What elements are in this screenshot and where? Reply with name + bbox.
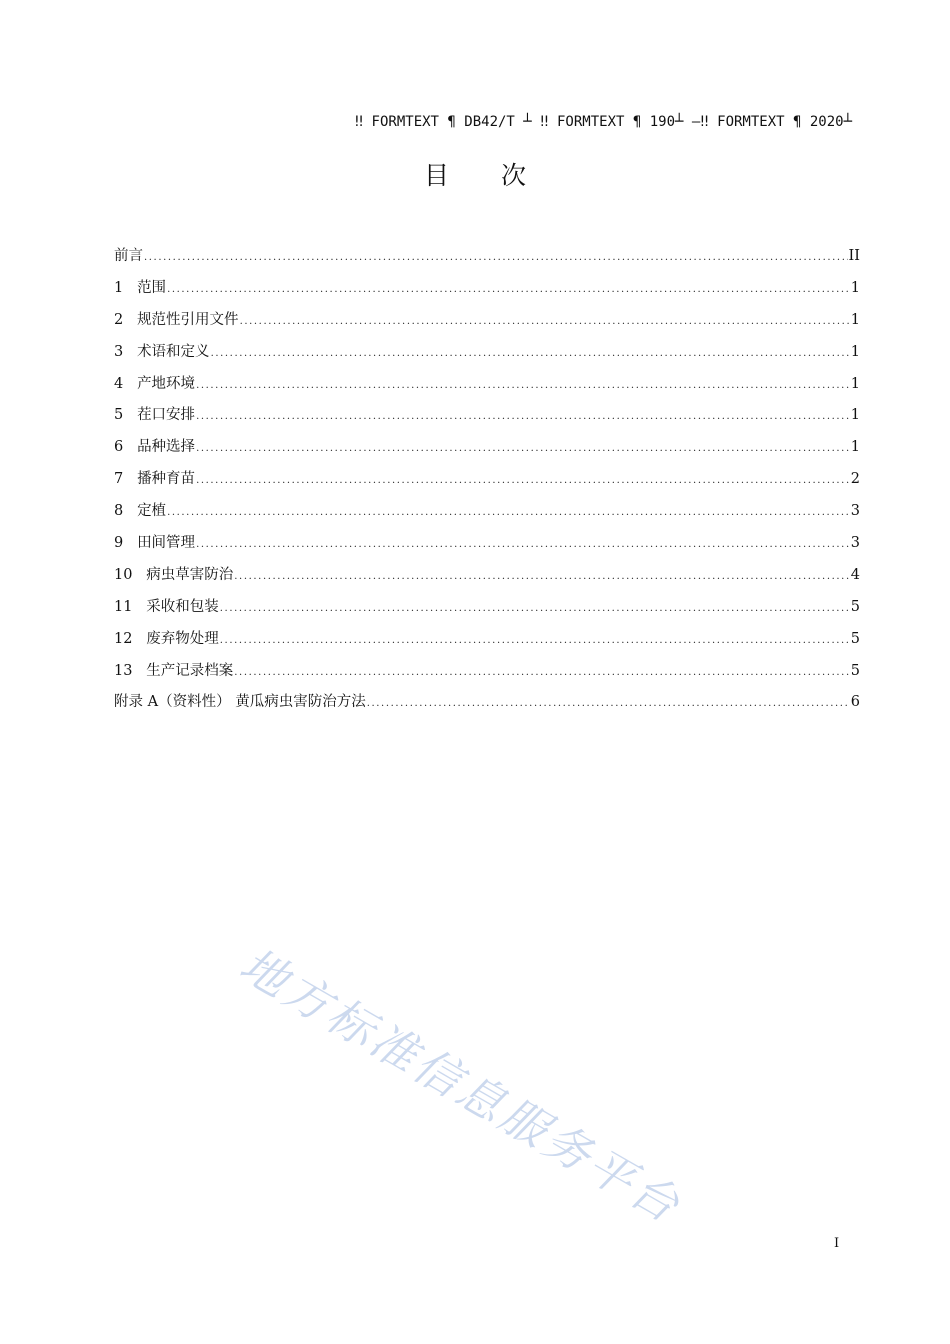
toc-entry-number: 5	[114, 407, 138, 424]
toc-entry-page: 3	[850, 503, 860, 520]
toc-entry-number: 11	[114, 598, 147, 615]
toc-entry-number: 3	[114, 343, 138, 360]
toc-entry[interactable]	[114, 276, 860, 308]
toc-entry-label: 前言	[114, 248, 143, 264]
toc-entry[interactable]	[114, 435, 860, 467]
toc-dot-leader	[196, 411, 850, 422]
toc-entry-number: 9	[114, 535, 138, 552]
toc-entry[interactable]	[114, 244, 860, 276]
toc-entry-number: 1	[114, 279, 138, 296]
toc-dot-leader	[211, 348, 850, 359]
toc-entry-label: 生产记录档案	[146, 662, 234, 679]
toc-entry[interactable]	[114, 690, 860, 722]
toc-entry-label: 规范性引用文件	[137, 311, 239, 328]
toc-entry-label: 附录 A（资料性） 黄瓜病虫害防治方法	[114, 694, 366, 711]
toc-dot-leader	[220, 603, 850, 614]
toc-entry-number: 8	[114, 503, 138, 520]
toc-dot-leader	[196, 443, 850, 454]
toc-entry[interactable]	[114, 595, 860, 627]
toc-entry-page: 2	[850, 471, 860, 488]
toc-entry[interactable]	[114, 563, 860, 595]
toc-entry-page: 5	[850, 662, 860, 679]
toc-entry-page: 5	[850, 630, 860, 647]
toc-entry-label: 产地环境	[137, 375, 196, 392]
toc-entry-number: 4	[114, 375, 138, 392]
toc-entry-number: 6	[114, 439, 138, 456]
toc-entry-label: 范围	[137, 279, 167, 296]
toc-entry-page: 5	[850, 598, 860, 615]
toc-entry-page: 1	[850, 311, 860, 328]
toc-entry-label: 术语和定义	[137, 343, 210, 360]
toc-dot-leader	[167, 284, 850, 295]
toc-entry-page: 1	[850, 407, 860, 424]
toc-entry[interactable]	[114, 340, 860, 372]
toc-entry[interactable]	[114, 531, 860, 563]
table-of-contents	[114, 244, 860, 722]
toc-entry-label: 病虫草害防治	[146, 566, 234, 583]
toc-dot-leader	[196, 380, 850, 391]
toc-dot-leader	[167, 507, 850, 518]
toc-entry-page: 1	[850, 279, 860, 296]
toc-dot-leader	[196, 539, 850, 550]
toc-entry-label: 茬口安排	[137, 407, 196, 424]
toc-entry-label: 播种育苗	[137, 471, 196, 488]
toc-dot-leader	[196, 475, 850, 486]
toc-entry-page: II	[848, 248, 860, 264]
toc-entry[interactable]	[114, 659, 860, 691]
toc-entry-number: 2	[114, 311, 138, 328]
toc-dot-leader	[144, 252, 848, 263]
toc-entry-page: 4	[850, 566, 860, 583]
toc-entry-label: 品种选择	[137, 439, 196, 456]
page-title: 目次	[423, 161, 578, 190]
toc-entry-page: 1	[850, 343, 860, 360]
toc-entry-page: 3	[850, 535, 860, 552]
toc-dot-leader	[234, 667, 849, 678]
toc-dot-leader	[367, 698, 850, 709]
toc-entry-label: 田间管理	[137, 535, 196, 552]
watermark: 地方标准信息服务平台	[231, 937, 692, 1234]
toc-entry[interactable]	[114, 308, 860, 340]
toc-entry[interactable]	[114, 403, 860, 435]
toc-entry-page: 1	[850, 439, 860, 456]
toc-entry-label: 采收和包装	[146, 598, 219, 615]
toc-entry-label: 定植	[137, 503, 167, 520]
toc-entry-number: 13	[114, 662, 147, 679]
toc-entry-page: 1	[850, 375, 860, 392]
toc-entry-page: 6	[850, 694, 860, 711]
standard-code-header: ‼ FORMTEXT ¶ DB42/T ┴ ‼ FORMTEXT ¶ 190┴ —‼ FORMTEXT ¶ 2020┴	[354, 114, 852, 130]
toc-entry-number: 7	[114, 471, 138, 488]
toc-entry-label: 废弃物处理	[146, 630, 219, 647]
toc-dot-leader	[234, 571, 849, 582]
toc-dot-leader	[240, 316, 850, 327]
page-number: I	[834, 1236, 840, 1251]
toc-entry[interactable]	[114, 499, 860, 531]
toc-entry-number: 12	[114, 630, 147, 647]
toc-entry-number: 10	[114, 566, 147, 583]
toc-entry[interactable]	[114, 372, 860, 404]
toc-dot-leader	[220, 635, 850, 646]
toc-entry[interactable]	[114, 467, 860, 499]
toc-entry[interactable]	[114, 627, 860, 659]
